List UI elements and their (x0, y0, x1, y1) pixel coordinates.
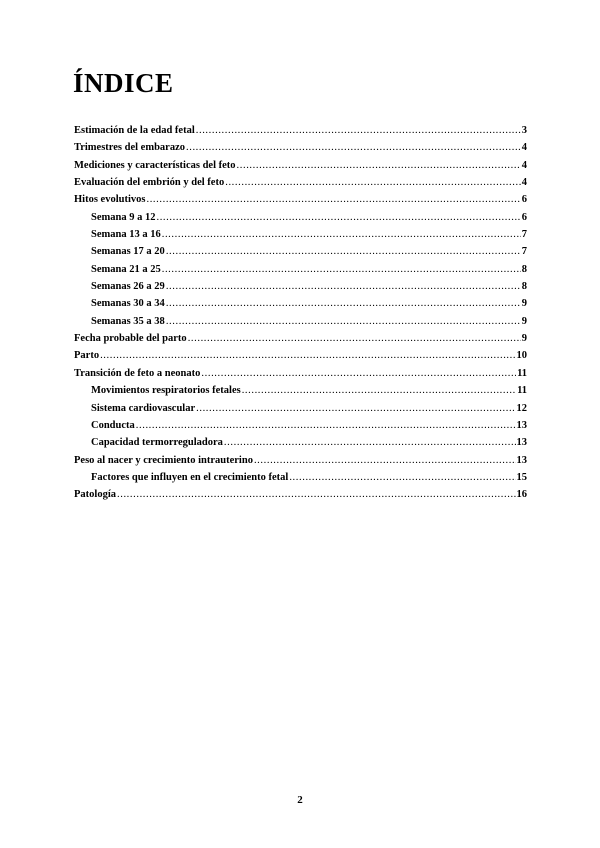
toc-entry-page: 4 (521, 142, 527, 154)
toc-entry[interactable] (74, 278, 527, 295)
toc-entry-page: 8 (521, 263, 527, 275)
toc-entry[interactable] (74, 261, 527, 278)
toc-entry-page: 9 (521, 333, 527, 345)
toc-dot-leader (188, 330, 521, 347)
toc-entry[interactable] (74, 191, 527, 208)
toc-dot-leader (224, 434, 516, 451)
table-of-contents (74, 122, 527, 504)
toc-entry[interactable] (74, 122, 527, 139)
toc-entry-label: Parto (74, 350, 100, 362)
toc-entry[interactable] (74, 243, 527, 260)
toc-entry-page: 4 (521, 159, 527, 171)
toc-dot-leader (225, 174, 521, 191)
toc-dot-leader (100, 347, 515, 364)
toc-entry-label: Patología (74, 489, 116, 501)
toc-entry[interactable] (74, 174, 527, 191)
toc-entry-label: Semanas 35 a 38 (91, 315, 165, 327)
toc-entry-label: Sistema cardiovascular (91, 402, 196, 414)
toc-entry-page: 9 (521, 298, 527, 310)
toc-entry-page: 12 (516, 402, 527, 414)
toc-dot-leader (162, 226, 521, 243)
toc-entry-page: 11 (517, 385, 527, 397)
toc-entry[interactable] (74, 434, 527, 451)
toc-entry[interactable] (74, 226, 527, 243)
toc-dot-leader (237, 157, 521, 174)
toc-entry[interactable] (74, 382, 527, 399)
toc-entry[interactable] (74, 295, 527, 312)
toc-dot-leader (242, 382, 516, 399)
toc-entry[interactable] (74, 486, 527, 503)
toc-entry-page: 8 (521, 281, 527, 293)
toc-dot-leader (196, 122, 521, 139)
page-title: ÍNDICE (73, 68, 174, 98)
toc-entry[interactable] (74, 417, 527, 434)
toc-entry-page: 7 (521, 246, 527, 258)
toc-dot-leader (186, 139, 521, 156)
toc-entry[interactable] (74, 347, 527, 364)
toc-dot-leader (162, 261, 521, 278)
toc-entry-label: Movimientos respiratorios fetales (91, 385, 241, 397)
toc-entry-label: Peso al nacer y crecimiento intrauterino (74, 454, 253, 466)
toc-entry-page: 13 (516, 437, 527, 449)
toc-entry-page: 7 (521, 229, 527, 241)
toc-dot-leader (166, 295, 521, 312)
toc-entry-page: 4 (521, 177, 527, 189)
toc-entry[interactable] (74, 400, 527, 417)
toc-entry[interactable] (74, 209, 527, 226)
toc-entry-page: 16 (516, 489, 527, 501)
toc-entry[interactable] (74, 157, 527, 174)
toc-entry-label: Trimestres del embarazo (74, 142, 185, 154)
toc-entry-label: Factores que influyen en el crecimiento fetal (91, 471, 289, 483)
toc-entry-page: 11 (517, 367, 527, 379)
toc-dot-leader (166, 313, 521, 330)
toc-entry-label: Semanas 17 a 20 (91, 246, 165, 258)
toc-entry[interactable] (74, 452, 527, 469)
toc-dot-leader (166, 243, 521, 260)
toc-dot-leader (196, 400, 515, 417)
toc-entry-label: Conducta (91, 419, 135, 431)
toc-dot-leader (146, 191, 520, 208)
toc-entry[interactable] (74, 139, 527, 156)
toc-entry[interactable] (74, 330, 527, 347)
toc-dot-leader (166, 278, 521, 295)
toc-entry-label: Semana 13 a 16 (91, 229, 161, 241)
toc-entry[interactable] (74, 313, 527, 330)
toc-entry-label: Semanas 26 a 29 (91, 281, 165, 293)
toc-entry-page: 15 (516, 471, 527, 483)
toc-dot-leader (201, 365, 516, 382)
toc-entry-page: 6 (521, 211, 527, 223)
toc-entry-label: Fecha probable del parto (74, 333, 187, 345)
toc-entry-label: Semana 21 a 25 (91, 263, 161, 275)
toc-entry-label: Estimación de la edad fetal (74, 125, 195, 136)
toc-entry[interactable] (74, 469, 527, 486)
toc-entry-label: Transición de feto a neonato (74, 367, 201, 379)
toc-dot-leader (117, 486, 516, 503)
toc-entry-label: Hitos evolutivos (74, 194, 146, 206)
toc-entry-page: 10 (516, 350, 527, 362)
toc-entry[interactable] (74, 365, 527, 382)
toc-entry-label: Semanas 30 a 34 (91, 298, 165, 310)
toc-dot-leader (289, 469, 515, 486)
toc-entry-page: 9 (521, 315, 527, 327)
toc-entry-page: 6 (521, 194, 527, 206)
toc-entry-page: 13 (516, 419, 527, 431)
toc-dot-leader (136, 417, 516, 434)
page-number: 2 (297, 794, 303, 806)
toc-entry-page: 13 (516, 454, 527, 466)
toc-entry-page: 3 (521, 125, 527, 136)
toc-dot-leader (156, 209, 520, 226)
toc-entry-label: Capacidad termorreguladora (91, 437, 223, 449)
toc-dot-leader (254, 452, 516, 469)
toc-entry-label: Mediciones y características del feto (74, 159, 236, 171)
toc-entry-label: Semana 9 a 12 (91, 211, 156, 223)
toc-entry-label: Evaluación del embrión y del feto (74, 177, 225, 189)
